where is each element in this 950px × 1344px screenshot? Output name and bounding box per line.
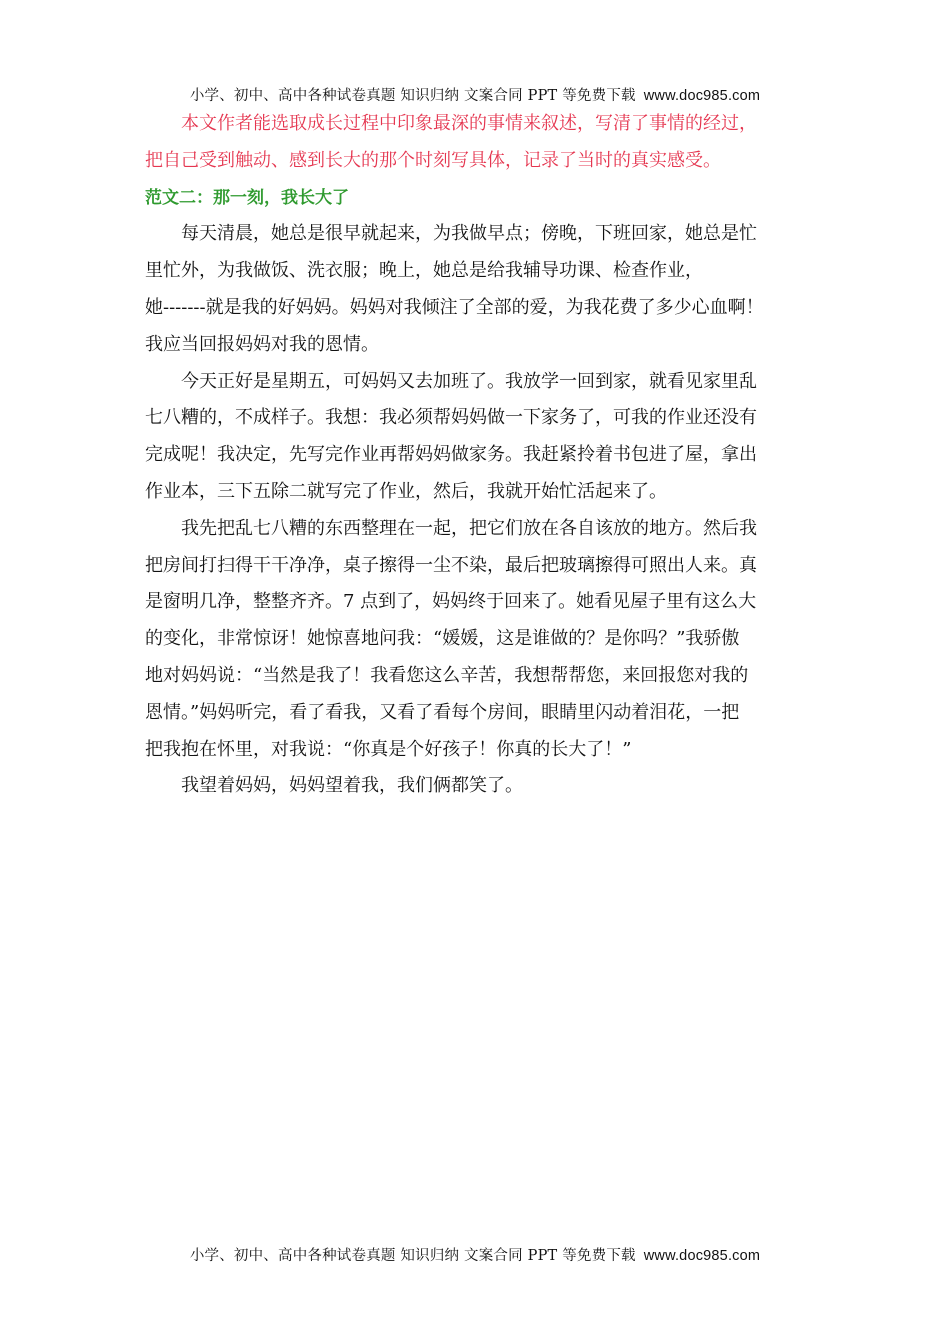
document-body [145, 106, 825, 805]
paragraph-line: 的变化，非常惊讶！她惊喜地问我：“媛媛，这是谁做的？是你吗？”我骄傲 [145, 628, 740, 650]
paragraph-line: 作业本，三下五除二就写完了作业，然后，我就开始忙活起来了。 [145, 480, 667, 502]
paragraph-line: 把我抱在怀里，对我说：“你真是个好孩子！你真的长大了！” [145, 738, 632, 760]
comment-line: 把自己受到触动、感到长大的那个时刻写具体，记录了当时的真实感受。 [145, 149, 721, 171]
essay-paragraph-2 [145, 364, 825, 511]
header-text: 小学、初中、高中各种试卷真题 知识归纳 文案合同 PPT 等免费下载 [189, 88, 636, 104]
page-header [0, 84, 950, 105]
teacher-comment [145, 106, 825, 180]
header-url[interactable]: www.doc985.com [643, 88, 761, 104]
paragraph-line: 我先把乱七八糟的东西整理在一起，把它们放在各自该放的地方。然后我 [181, 517, 757, 539]
essay-paragraph-3 [145, 511, 825, 769]
paragraph-line: 是窗明几净，整整齐齐。7 点到了，妈妈终于回来了。她看见屋子里有这么大 [145, 591, 757, 613]
paragraph-line: 里忙外，为我做饭、洗衣服；晚上，她总是给我辅导功课、检查作业， [145, 260, 703, 282]
footer-text: 小学、初中、高中各种试卷真题 知识归纳 文案合同 PPT 等免费下载 [189, 1248, 636, 1264]
paragraph-line: 完成呢！我决定，先写完作业再帮妈妈做家务。我赶紧拎着书包进了屋，拿出 [145, 444, 757, 466]
paragraph-line: 我应当回报妈妈对我的恩情。 [145, 333, 379, 355]
paragraph-line: 七八糟的，不成样子。我想：我必须帮妈妈做一下家务了，可我的作业还没有 [145, 407, 757, 429]
footer-url[interactable]: www.doc985.com [643, 1248, 761, 1264]
essay-paragraph-1 [145, 216, 825, 363]
essay-paragraph-4 [145, 768, 825, 805]
paragraph-line: 每天清晨，她总是很早就起来，为我做早点；傍晚，下班回家，她总是忙 [181, 223, 757, 245]
essay-title: 范文二：那一刻，我长大了 [145, 187, 349, 208]
paragraph-line: 把房间打扫得干干净净，桌子擦得一尘不染，最后把玻璃擦得可照出人来。真 [145, 554, 757, 576]
comment-line: 本文作者能选取成长过程中印象最深的事情来叙述，写清了事情的经过， [181, 113, 757, 134]
paragraph-line: 今天正好是星期五，可妈妈又去加班了。我放学一回到家，就看见家里乱 [181, 370, 757, 392]
paragraph-line: 恩情。”妈妈听完，看了看我，又看了看每个房间，眼睛里闪动着泪花，一把 [145, 701, 740, 723]
paragraph-line: 她-------就是我的好妈妈。妈妈对我倾注了全部的爱，为我花费了多少心血啊！ [145, 296, 764, 318]
page-footer [0, 1244, 950, 1265]
paragraph-line: 地对妈妈说：“当然是我了！我看您这么辛苦，我想帮帮您，来回报您对我的 [145, 664, 749, 686]
paragraph-line: 我望着妈妈，妈妈望着我，我们俩都笑了。 [181, 775, 523, 797]
